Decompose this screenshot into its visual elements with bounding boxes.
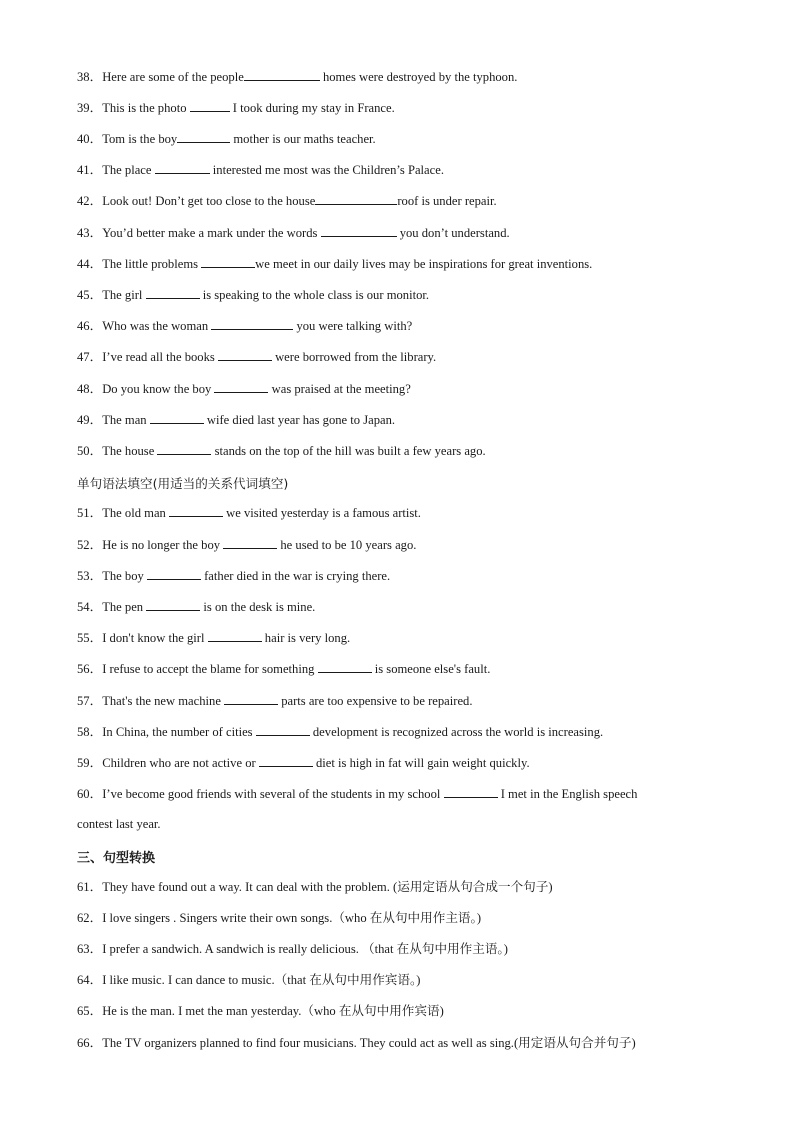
question-48: 48．Do you know the boy was praised at the meeting?: [77, 382, 411, 396]
question-59: 59．Children who are not active or diet is high in fat will gain weight quickly.: [77, 756, 530, 770]
question-52: 52．He is no longer the boy he used to be 10 years ago.: [77, 538, 417, 552]
answer-blank[interactable]: [214, 380, 268, 393]
section-subtitle: 单句语法填空(用适当的关系代词填空): [77, 476, 289, 491]
answer-blank[interactable]: [146, 598, 200, 611]
answer-blank[interactable]: [318, 660, 372, 673]
question-55: 55．I don't know the girl hair is very long.: [77, 631, 351, 645]
question-42: 42．Look out! Don’t get too close to the house roof is under repair.: [77, 194, 497, 208]
question-62: 62．I love singers . Singers write their own songs.（who 在从句中用作主语。): [77, 911, 482, 925]
answer-blank[interactable]: [224, 692, 278, 705]
answer-blank[interactable]: [444, 785, 498, 798]
question-66: 66．The TV organizers planned to find four musicians. They could act as well as sing.(用定语从句合并句子): [77, 1036, 636, 1050]
question-65: 65．He is the man. I met the man yesterday.（who 在从句中用作宾语): [77, 1004, 444, 1018]
answer-blank[interactable]: [201, 255, 255, 268]
answer-blank[interactable]: [218, 348, 272, 361]
answer-blank[interactable]: [259, 754, 313, 767]
question-41: 41．The place interested me most was the Children’s Palace.: [77, 163, 444, 177]
question-39: 39．This is the photo I took during my stay in France.: [77, 101, 395, 115]
question-63: 63．I prefer a sandwich. A sandwich is really delicious. （that 在从句中用作主语。): [77, 942, 508, 956]
section-title: 三、句型转换: [77, 851, 156, 866]
answer-blank[interactable]: [150, 411, 204, 424]
question-56: 56．I refuse to accept the blame for something is someone else's fault.: [77, 662, 491, 676]
answer-blank[interactable]: [155, 161, 210, 174]
answer-blank[interactable]: [169, 504, 223, 517]
answer-blank[interactable]: [146, 286, 200, 299]
answer-blank[interactable]: [244, 68, 320, 81]
question-49: 49．The man wife died last year has gone to Japan.: [77, 413, 396, 427]
question-46: 46．Who was the woman you were talking with?: [77, 319, 413, 333]
question-61: 61．They have found out a way. It can deal with the problem. (运用定语从句合成一个句子): [77, 880, 553, 894]
question-44: 44．The little problems we meet in our daily lives may be inspirations for great inventions.: [77, 257, 593, 271]
question-57: 57．That's the new machine parts are too expensive to be repaired.: [77, 694, 473, 708]
answer-blank[interactable]: [321, 224, 397, 237]
answer-blank[interactable]: [147, 567, 201, 580]
question-64: 64．I like music. I can dance to music.（that 在从句中用作宾语。): [77, 973, 421, 987]
answer-blank[interactable]: [223, 536, 277, 549]
answer-blank[interactable]: [208, 629, 262, 642]
answer-blank[interactable]: [177, 130, 230, 143]
question-50: 50．The house stands on the top of the hill was built a few years ago.: [77, 444, 486, 458]
question-38: 38．Here are some of the people homes were destroyed by the typhoon.: [77, 70, 518, 84]
answer-blank[interactable]: [315, 192, 397, 205]
question-51: 51．The old man we visited yesterday is a famous artist.: [77, 506, 421, 520]
answer-blank[interactable]: [211, 317, 293, 330]
question-40: 40．Tom is the boy mother is our maths teacher.: [77, 132, 376, 146]
question-60-continuation: contest last year.: [77, 817, 161, 831]
answer-blank[interactable]: [157, 442, 211, 455]
answer-blank[interactable]: [190, 99, 230, 112]
question-45: 45．The girl is speaking to the whole class is our monitor.: [77, 288, 430, 302]
question-58: 58．In China, the number of cities development is recognized across the world is increasing.: [77, 725, 604, 739]
question-43: 43．You’d better make a mark under the words you don’t understand.: [77, 226, 510, 240]
question-60: 60．I’ve become good friends with several of the students in my school I met in the English speech: [77, 787, 638, 801]
answer-blank[interactable]: [256, 723, 310, 736]
question-53: 53．The boy father died in the war is crying there.: [77, 569, 391, 583]
question-54: 54．The pen is on the desk is mine.: [77, 600, 316, 614]
question-47: 47．I’ve read all the books were borrowed from the library.: [77, 350, 437, 364]
